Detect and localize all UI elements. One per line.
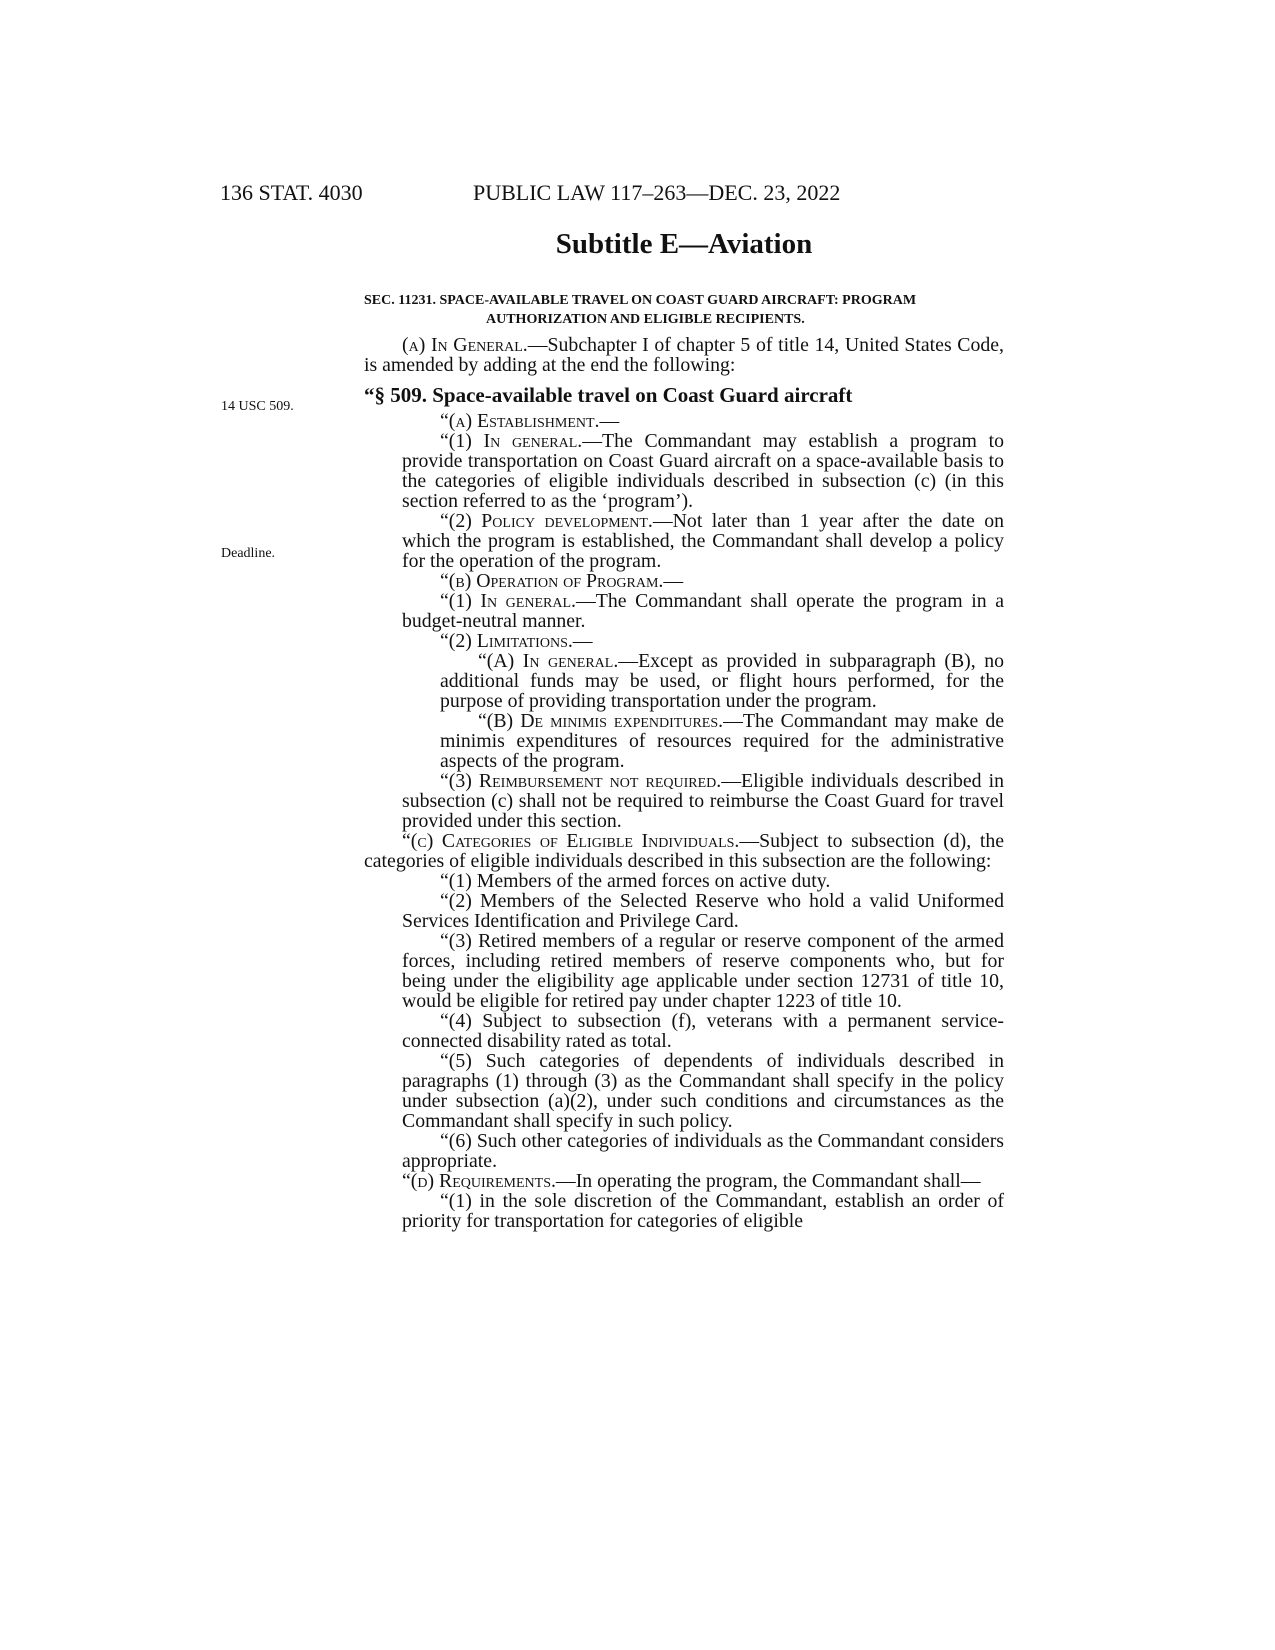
subsection-b [364, 571, 1004, 591]
paragraph-a [364, 335, 1004, 375]
paragraph-a-text: —Subchapter I of chapter 5 of title 14, United States Code, is amended by adding at the end the following: [364, 334, 1004, 376]
subsection-d-lead: “(d) Requirements. [402, 1170, 556, 1192]
paragraph-b2-heading: “(2) Limitations.— [440, 630, 593, 652]
subsection-d [364, 1171, 1004, 1191]
paragraph-b1-lead: “(1) In general. [440, 590, 576, 612]
subparagraph-b2A-text: —Except as provided in subparagraph (B), no additional funds may be used, or flight hours performed, for the purpose of providing transportation under the program. [440, 650, 1004, 712]
subsection-c-lead: “(c) Categories of Eligible Individuals. [402, 830, 740, 852]
list-item: “(1) Members of the armed forces on active duty. [440, 870, 831, 892]
running-header [220, 180, 1000, 210]
margin-note-usc: 14 USC 509. [221, 399, 294, 414]
subsection-c-text: —Subject to subsection (d), the categories of eligible individuals described in this subsection are the following: [364, 830, 1004, 872]
subsection-d-list [364, 1191, 1004, 1231]
paragraph-a2-lead: “(2) Policy development. [440, 510, 653, 532]
subtitle-heading: Subtitle E—Aviation [555, 228, 813, 260]
subsection-a [364, 411, 1004, 431]
list-item: “(3) Retired members of a regular or reserve component of the armed forces, including retired members of reserve components who, but for being under the eligibility age applicable under section 12731 of title 10, would be eligible for retired pay under chapter 1223 of title 10. [402, 930, 1004, 1012]
document-body [364, 291, 1004, 1231]
subsection-b-heading: “(b) Operation of Program.— [440, 570, 684, 592]
margin-note-deadline: Deadline. [221, 546, 276, 561]
paragraph-a2-text: —Not later than 1 year after the date on which the program is established, the Commandant shall develop a policy for the operation of the program. [402, 510, 1004, 572]
paragraph-a-lead: (a) In General. [402, 334, 528, 356]
subparagraph-b2B-text: —The Commandant may make de minimis expenditures of resources required for the administrative aspects of the program. [440, 710, 1004, 772]
paragraph-b3 [402, 771, 1004, 831]
list-item: “(2) Members of the Selected Reserve who hold a valid Uniformed Services Identification and Privilege Card. [402, 890, 1004, 932]
section-509-title: “§ 509. Space-available travel on Coast Guard aircraft [364, 383, 853, 407]
paragraph-a1 [402, 431, 1004, 511]
paragraph-a1-lead: “(1) In general. [440, 430, 583, 452]
paragraph-b3-lead: “(3) Reimbursement not required. [440, 770, 722, 792]
subsection-a-heading: “(a) Establishment.— [440, 410, 620, 432]
subparagraph-b2A-lead: “(A) In general. [478, 650, 619, 672]
paragraph-a2 [402, 511, 1004, 571]
list-item: “(5) Such categories of dependents of individuals described in paragraphs (1) through (3) as the Commandant shall specify in the policy under subsection (a)(2), under such conditions and circumstances as the Commandant shall specify in such policy. [402, 1050, 1004, 1132]
subsection-b-paragraphs [364, 591, 1004, 831]
subparagraph-b2A [440, 651, 1004, 711]
list-item: “(6) Such other categories of individuals as the Commandant considers appropriate. [402, 1130, 1004, 1172]
paragraph-b2-subparagraphs [402, 651, 1004, 771]
paragraph-d1: “(1) in the sole discretion of the Commandant, establish an order of priority for transportation for categories of eligible [402, 1190, 1004, 1232]
paragraph-b1 [402, 591, 1004, 631]
public-law-reference: PUBLIC LAW 117–263—DEC. 23, 2022 [473, 180, 841, 205]
paragraph-b1-text: —The Commandant shall operate the program in a budget-neutral manner. [402, 590, 1005, 632]
paragraph-b3-text: —Eligible individuals described in subsection (c) shall not be required to reimburse the Coast Guard for travel provided under this section. [402, 770, 1004, 832]
section-heading: SEC. 11231. SPACE-AVAILABLE TRAVEL ON COAST GUARD AIRCRAFT: PROGRAM AUTHORIZATION AND ELIGIBLE RECIPIENTS. [364, 293, 917, 327]
subsection-c [364, 831, 1004, 871]
paragraph-a1-text: —The Commandant may establish a program to provide transportation on Coast Guard aircraft on a space-available basis to the categories of eligible individuals described in subsection (c) (in this section referred to as the ‘program’). [402, 430, 1004, 512]
subsection-c-list [364, 871, 1004, 1171]
subparagraph-b2B-lead: “(B) De minimis expenditures. [478, 710, 724, 732]
subsection-d-text: —In operating the program, the Commandant shall— [555, 1170, 981, 1192]
subparagraph-b2B [440, 711, 1004, 771]
list-item: “(4) Subject to subsection (f), veterans with a permanent service-connected disability rated as total. [402, 1010, 1004, 1052]
subsection-a-paragraphs [364, 431, 1004, 571]
statute-page-reference: 136 STAT. 4030 [220, 180, 363, 205]
